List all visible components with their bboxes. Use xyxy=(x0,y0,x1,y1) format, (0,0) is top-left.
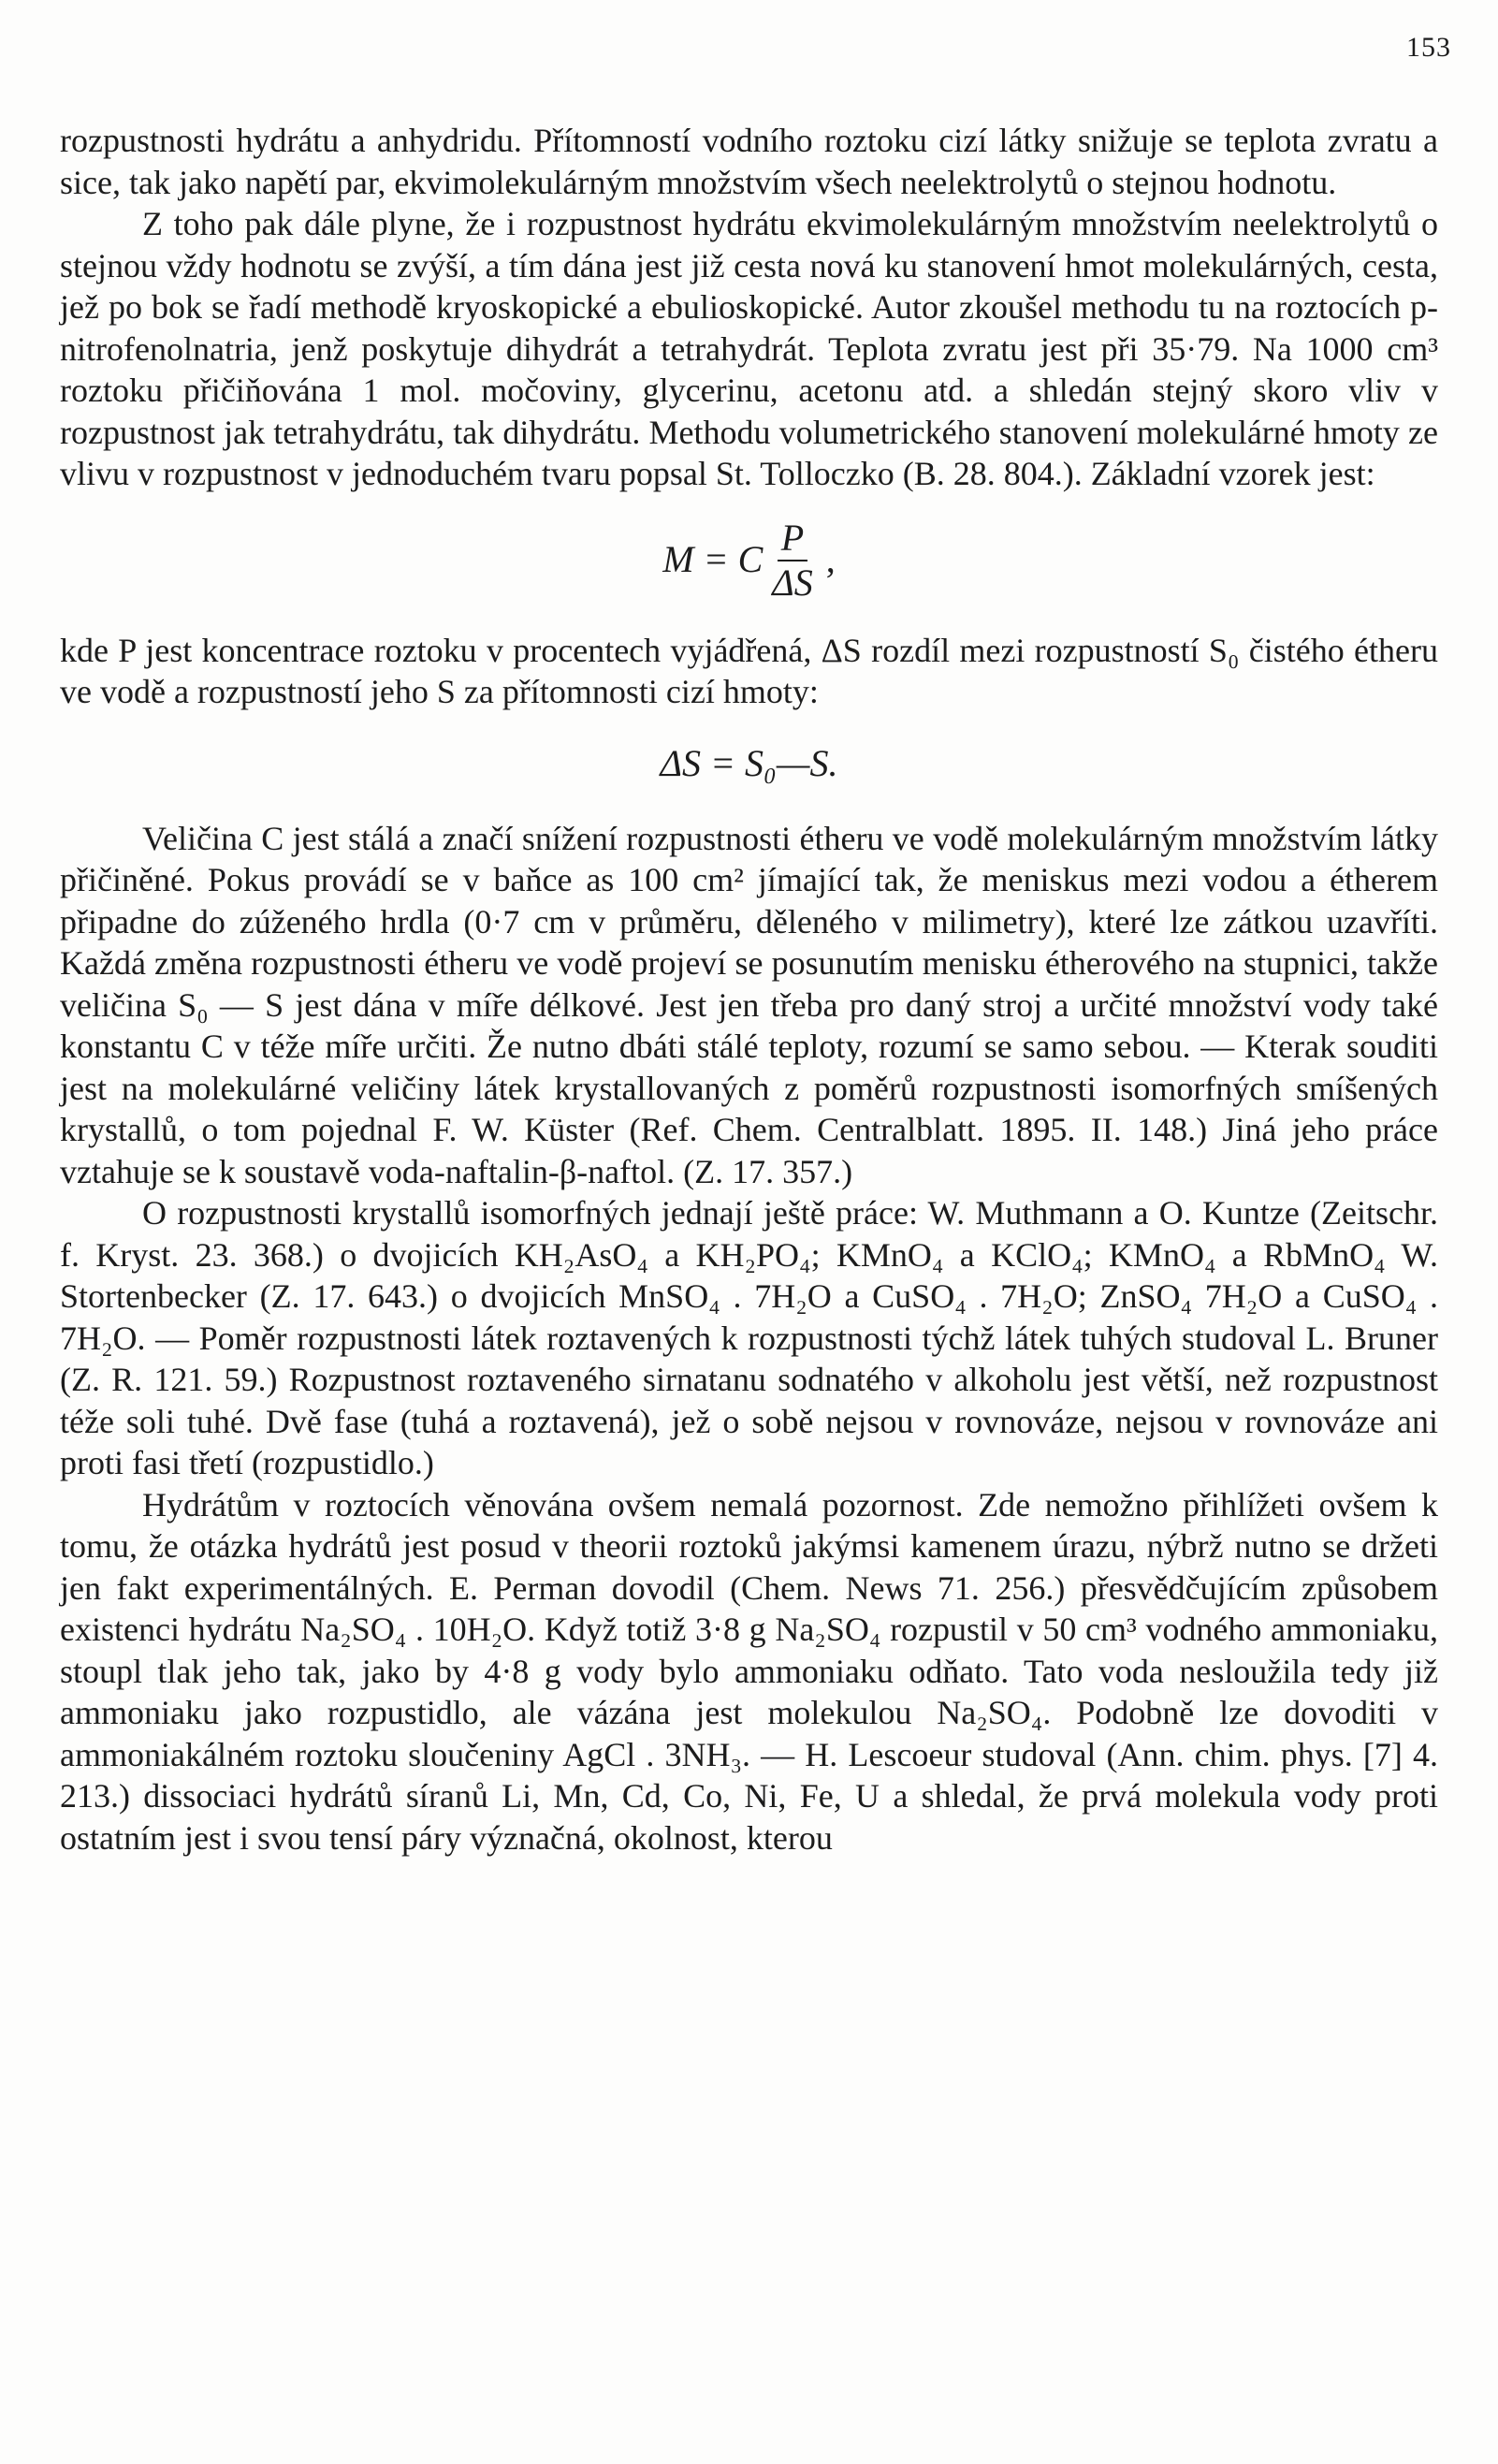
equation-lhs: M = C xyxy=(662,538,764,581)
paragraph-2: Z toho pak dále plyne, že i rozpustnost hydrátu ekvimolekulárným množstvím neelektrolytů o stejnou vždy hodnotu se zvýší, a tím dána jest již cesta nová ku stanovení hmot molekulárných, cesta, jež po bok se řadí methodě kryoskopické a ebulioskopické. Autor zkoušel methodu tu na roztocích p-nitrofenolnatria, jenž poskytuje dihydrát a tetrahydrát. Teplota zvratu jest při 35·79. Na 1000 cm³ roztoku přičiňována 1 mol. močoviny, glycerinu, acetonu atd. a shledán stejný skoro vliv v rozpustnost jak tetrahydrátu, tak dihydrátu. Methodu volumetrického stanovení molekulárné hmoty ze vlivu v rozpustnost v jednoduchém tvaru popsal St. Tolloczko (B. 28. 804.). Základní vzorek jest: xyxy=(60,205,1438,492)
body-text xyxy=(60,120,1438,1859)
paragraph-1: rozpustnosti hydrátu a anhydridu. Přítomností vodního roztoku cizí látky snižuje se teplota zvratu a sice, tak jako napětí par, ekvimolekulárným množstvím všech neelektrolytů o stejnou hodnotu. xyxy=(60,122,1438,201)
paragraph-after-equation: kde P jest koncentrace roztoku v procentech vyjádřená, ΔS rozdíl mezi rozpustností S₀ čistého étheru ve vodě a rozpustností jeho S za přítomnosti cizí hmoty: xyxy=(60,631,1438,710)
paragraph-3: Veličina C jest stálá a značí snížení rozpustnosti étheru ve vodě molekulárným množstvím látky přičiněné. Pokus provádí se v baňce as 100 cm² jímající tak, že meniskus mezi vodou a étherem připadne do zúženého hrdla (0·7 cm v průměru, děleného v milimetry), které lze zátkou uzavříti. Každá změna rozpustnosti étheru ve vodě projeví se posunutím menisku étherového na stupnici, takže veličina S₀ — S jest dána v míře délkové. Jest jen třeba pro daný stroj a určité množství vody také konstantu C v téže míře určiti. Že nutno dbáti stálé teploty, rozumí se samo sebou. — Kterak souditi jest na molekulárné veličiny látek krystallovaných z poměrů rozpustnosti isomorfných smíšených krystallů, o tom pojednal F. W. Küster (Ref. Chem. Centralblatt. 1895. II. 148.) Jiná jeho práce vztahuje se k soustavě voda-naftalin-β-naftol. (Z. 17. 357.) xyxy=(60,819,1438,1190)
page-number: 153 xyxy=(1406,32,1451,63)
equation-delta-s: ΔS = S₀—S. xyxy=(660,741,838,784)
equation-molecular-mass xyxy=(60,501,1438,620)
paragraph-5: Hydrátům v roztocích věnována ovšem nemalá pozornost. Zde nemožno přihlížeti ovšem k tomu, že otázka hydrátů jest posud v theorii roztoků jakýmsi kamenem úrazu, nýbrž nutno se držeti jen fakt experimentálných. E. Perman dovodil (Chem. News 71. 256.) přesvědčujícím způsobem existenci hydrátu Na₂SO₄ . 10H₂O. Když totiž 3·8 g Na₂SO₄ rozpustil v 50 cm³ vodného ammoniaku, stoupl tlak jeho tak, jako by 4·8 g vody bylo ammoniaku odňato. Tato voda nesloužila tedy již ammoniaku jako rozpustidlo, ale vázána jest molekulou Na₂SO₄. Podobně lze dovoditi v ammoniakálném roztoku sloučeniny AgCl . 3NH₃. — H. Lescoeur studoval (Ann. chim. phys. [7] 4. 213.) dissociaci hydrátů síranů Li, Mn, Cd, Co, Ni, Fe, U a shledal, že prvá molekula vody proti ostatním jest i svou tensí páry význačná, okolnost, kterou xyxy=(60,1485,1438,1857)
equation-denominator: ΔS xyxy=(772,561,813,604)
paragraph-4: O rozpustnosti krystallů isomorfných jednají ještě práce: W. Muthmann a O. Kuntze (Zeitschr. f. Kryst. 23. 368.) o dvojicích KH₂AsO₄ a KH₂PO₄; KMnO₄ a KClO₄; KMnO₄ a RbMnO₄ W. Stortenbecker (Z. 17. 643.) o dvojicích MnSO₄ . 7H₂O a CuSO₄ . 7H₂O; ZnSO₄ 7H₂O a CuSO₄ . 7H₂O. — Poměr rozpustnosti látek roztavených k rozpustnosti týchž látek tuhých studoval L. Bruner (Z. R. 121. 59.) Rozpustnost roztaveného sirnatanu sodnatého v alkoholu jest větší, než rozpustnost téže soli tuhé. Dvě fase (tuhá a roztavená), jež o sobě nejsou v rovnováze, nejsou v rovnováze ani proti fasi třetí (rozpustidlo.) xyxy=(60,1194,1438,1481)
equation-fraction xyxy=(768,517,816,605)
equation-comma: , xyxy=(825,538,836,581)
equation-numerator: P xyxy=(778,517,807,561)
